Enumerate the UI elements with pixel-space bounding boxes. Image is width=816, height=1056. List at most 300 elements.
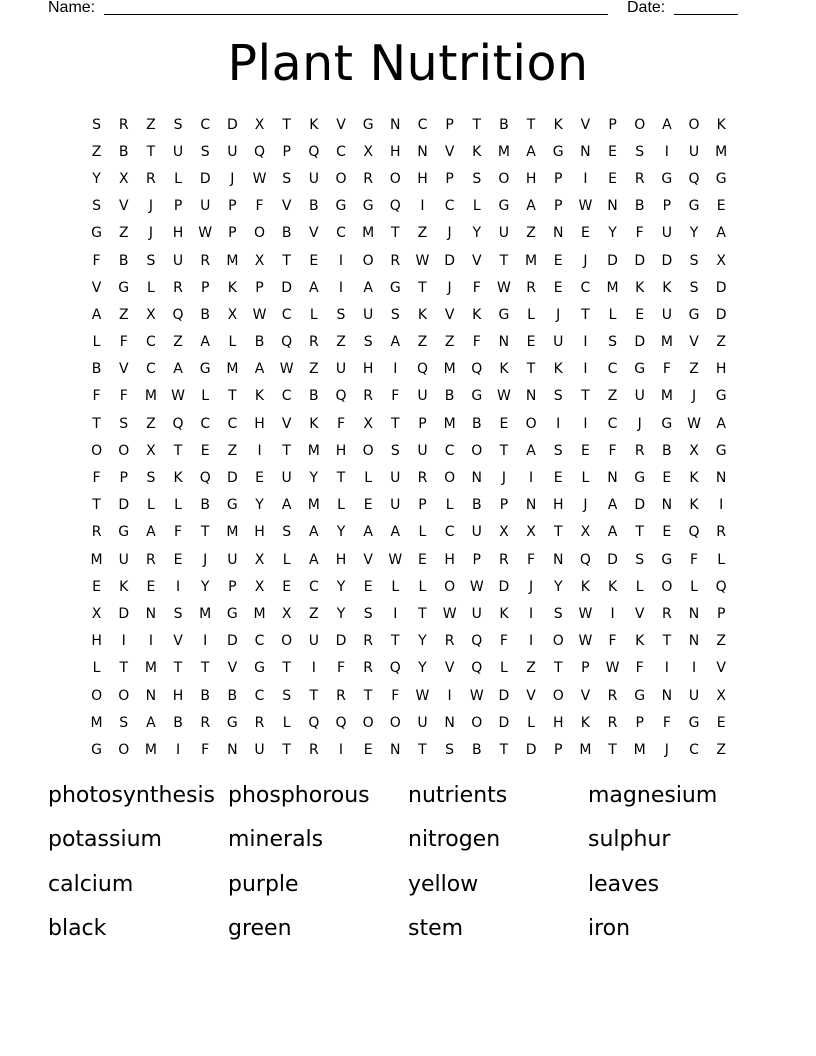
grid-letter[interactable]: M	[443, 361, 456, 378]
grid-letter[interactable]: L	[418, 578, 427, 595]
grid-letter[interactable]: I	[393, 605, 398, 622]
grid-letter[interactable]: R	[363, 660, 373, 677]
grid-letter[interactable]: T	[92, 415, 101, 432]
grid-letter[interactable]: I	[148, 633, 153, 650]
grid-letter[interactable]: N	[525, 388, 537, 405]
grid-letter[interactable]: P	[499, 497, 509, 514]
grid-letter[interactable]: O	[471, 714, 483, 731]
grid-letter[interactable]: E	[363, 578, 373, 595]
grid-letter[interactable]: H	[390, 143, 401, 160]
grid-letter[interactable]: G	[715, 442, 727, 459]
grid-letter[interactable]: N	[471, 470, 482, 487]
grid-letter[interactable]: R	[254, 714, 265, 731]
grid-letter[interactable]: T	[173, 660, 183, 677]
grid-letter[interactable]: Y	[200, 578, 210, 595]
grid-letter[interactable]: I	[529, 633, 534, 650]
grid-letter[interactable]: X	[254, 551, 265, 568]
grid-letter[interactable]: G	[634, 361, 646, 378]
grid-letter[interactable]: K	[689, 497, 699, 514]
grid-letter[interactable]: S	[608, 334, 617, 351]
grid-letter[interactable]: B	[118, 252, 129, 269]
grid-letter[interactable]: G	[118, 279, 130, 296]
grid-letter[interactable]: T	[499, 741, 509, 758]
grid-letter[interactable]: T	[581, 388, 590, 405]
grid-letter[interactable]: J	[447, 279, 452, 296]
grid-letter[interactable]: D	[607, 551, 618, 568]
grid-letter[interactable]: F	[119, 334, 128, 351]
grid-letter[interactable]: E	[309, 252, 319, 269]
grid-letter[interactable]: G	[498, 198, 510, 215]
grid-letter[interactable]: I	[664, 660, 669, 677]
grid-letter[interactable]: E	[200, 442, 210, 459]
grid-letter[interactable]: E	[92, 578, 101, 595]
grid-letter[interactable]: V	[118, 361, 129, 378]
grid-letter[interactable]: H	[172, 225, 184, 242]
grid-letter[interactable]: U	[417, 442, 428, 459]
grid-letter[interactable]: K	[472, 143, 482, 160]
grid-letter[interactable]: U	[308, 633, 319, 650]
grid-letter[interactable]: I	[121, 633, 126, 650]
grid-letter[interactable]: T	[662, 633, 672, 650]
grid-letter[interactable]: V	[281, 198, 292, 215]
grid-letter[interactable]: I	[529, 605, 534, 622]
grid-letter[interactable]: L	[174, 170, 182, 187]
grid-letter[interactable]: E	[363, 741, 373, 758]
grid-letter[interactable]: O	[335, 170, 347, 187]
grid-letter[interactable]: Y	[336, 605, 346, 622]
grid-letter[interactable]: S	[472, 170, 482, 187]
grid-letter[interactable]: S	[282, 687, 292, 704]
grid-letter[interactable]: D	[226, 470, 238, 487]
grid-letter[interactable]: G	[389, 279, 401, 296]
grid-letter[interactable]: R	[417, 470, 428, 487]
grid-letter[interactable]: X	[254, 578, 265, 595]
grid-letter[interactable]: O	[118, 741, 130, 758]
grid-letter[interactable]: L	[690, 578, 698, 595]
grid-letter[interactable]: E	[363, 497, 373, 514]
grid-letter[interactable]: M	[307, 497, 320, 514]
grid-letter[interactable]: G	[688, 306, 700, 323]
grid-letter[interactable]: D	[634, 252, 646, 269]
grid-letter[interactable]: H	[715, 361, 727, 378]
grid-letter[interactable]: O	[552, 633, 564, 650]
grid-letter[interactable]: J	[583, 252, 588, 269]
grid-letter[interactable]: E	[146, 578, 156, 595]
grid-letter[interactable]: V	[444, 306, 455, 323]
grid-letter[interactable]: E	[716, 714, 726, 731]
grid-letter[interactable]: S	[553, 442, 563, 459]
grid-letter[interactable]: P	[445, 116, 454, 133]
grid-letter[interactable]: A	[254, 361, 265, 378]
grid-letter[interactable]: L	[309, 306, 318, 323]
grid-letter[interactable]: Q	[199, 470, 211, 487]
grid-letter[interactable]: D	[498, 714, 510, 731]
grid-letter[interactable]: D	[715, 306, 727, 323]
grid-letter[interactable]: T	[309, 687, 319, 704]
grid-letter[interactable]: D	[199, 170, 211, 187]
grid-letter[interactable]: G	[661, 170, 673, 187]
grid-letter[interactable]: M	[199, 605, 212, 622]
grid-letter[interactable]: R	[118, 116, 129, 133]
grid-letter[interactable]: V	[309, 225, 319, 242]
grid-letter[interactable]: D	[498, 578, 510, 595]
grid-letter[interactable]: F	[255, 198, 264, 215]
grid-letter[interactable]: M	[660, 388, 673, 405]
grid-letter[interactable]: O	[552, 687, 564, 704]
grid-letter[interactable]: U	[118, 551, 129, 568]
grid-letter[interactable]: W	[279, 361, 294, 378]
grid-letter[interactable]: V	[580, 687, 591, 704]
grid-letter[interactable]: X	[499, 524, 509, 541]
grid-letter[interactable]: G	[471, 388, 483, 405]
grid-letter[interactable]: Y	[336, 524, 346, 541]
grid-letter[interactable]: A	[607, 524, 618, 541]
grid-letter[interactable]: J	[691, 388, 697, 405]
grid-letter[interactable]: R	[91, 524, 102, 541]
grid-letter[interactable]: U	[661, 306, 672, 323]
grid-letter[interactable]: B	[281, 225, 292, 242]
grid-letter[interactable]: T	[282, 442, 291, 459]
grid-letter[interactable]: U	[200, 198, 211, 215]
grid-letter[interactable]: V	[634, 605, 645, 622]
grid-letter[interactable]: K	[417, 306, 428, 323]
grid-letter[interactable]: J	[664, 741, 669, 758]
grid-letter[interactable]: G	[634, 470, 646, 487]
grid-letter[interactable]: Z	[716, 741, 726, 758]
grid-letter[interactable]: R	[308, 741, 319, 758]
grid-letter[interactable]: F	[174, 524, 183, 541]
grid-letter[interactable]: Z	[91, 143, 102, 160]
grid-letter[interactable]: F	[662, 361, 671, 378]
grid-letter[interactable]: T	[228, 388, 237, 405]
grid-letter[interactable]: H	[362, 361, 374, 378]
grid-letter[interactable]: V	[689, 334, 699, 351]
grid-letter[interactable]: Y	[553, 578, 563, 595]
grid-letter[interactable]: F	[92, 388, 101, 405]
grid-letter[interactable]: U	[363, 306, 374, 323]
grid-letter[interactable]: E	[553, 252, 563, 269]
grid-letter[interactable]: W	[198, 225, 213, 242]
grid-letter[interactable]: J	[529, 578, 534, 595]
grid-letter[interactable]: I	[447, 687, 452, 704]
grid-letter[interactable]: Z	[716, 633, 726, 650]
grid-letter[interactable]: U	[553, 334, 564, 351]
grid-letter[interactable]: Q	[471, 660, 483, 677]
grid-letter[interactable]: I	[338, 741, 344, 758]
date-blank-line[interactable]	[674, 14, 738, 15]
grid-letter[interactable]: Z	[526, 660, 536, 677]
grid-letter[interactable]: P	[282, 143, 291, 160]
grid-letter[interactable]: N	[145, 605, 157, 622]
grid-letter[interactable]: Y	[608, 225, 617, 242]
grid-letter[interactable]: N	[661, 497, 673, 514]
grid-letter[interactable]: H	[91, 633, 102, 650]
grid-letter[interactable]: Q	[715, 578, 727, 595]
grid-letter[interactable]: E	[608, 143, 617, 160]
grid-letter[interactable]: E	[499, 415, 509, 432]
grid-letter[interactable]: L	[527, 714, 535, 731]
grid-letter[interactable]: Q	[335, 714, 347, 731]
grid-letter[interactable]: X	[254, 116, 265, 133]
grid-letter[interactable]: I	[257, 442, 262, 459]
grid-letter[interactable]: C	[281, 388, 292, 405]
grid-letter[interactable]: U	[688, 143, 700, 160]
grid-letter[interactable]: O	[91, 442, 103, 459]
grid-letter[interactable]: S	[92, 116, 102, 133]
grid-letter[interactable]: L	[391, 578, 400, 595]
grid-letter[interactable]: T	[119, 660, 129, 677]
grid-letter[interactable]: W	[388, 551, 403, 568]
grid-letter[interactable]: N	[417, 143, 428, 160]
grid-letter[interactable]: P	[119, 470, 128, 487]
grid-letter[interactable]: A	[91, 306, 102, 323]
grid-letter[interactable]: E	[716, 198, 726, 215]
grid-letter[interactable]: Y	[92, 170, 101, 187]
grid-letter[interactable]: X	[526, 524, 536, 541]
grid-letter[interactable]: G	[226, 497, 238, 514]
grid-letter[interactable]: G	[688, 714, 700, 731]
grid-letter[interactable]: B	[634, 198, 645, 215]
grid-letter[interactable]: P	[418, 415, 427, 432]
grid-letter[interactable]: K	[635, 279, 645, 296]
grid-letter[interactable]: F	[662, 714, 671, 731]
grid-letter[interactable]: R	[336, 687, 346, 704]
grid-letter[interactable]: K	[119, 578, 129, 595]
grid-letter[interactable]: E	[255, 470, 264, 487]
grid-letter[interactable]: B	[444, 388, 455, 405]
grid-letter[interactable]: F	[336, 660, 346, 677]
grid-letter[interactable]: F	[635, 660, 644, 677]
grid-letter[interactable]: W	[252, 306, 267, 323]
grid-letter[interactable]: X	[281, 605, 292, 622]
grid-letter[interactable]: B	[200, 687, 210, 704]
grid-letter[interactable]: K	[607, 578, 618, 595]
grid-letter[interactable]: J	[148, 225, 153, 242]
grid-letter[interactable]: Q	[688, 524, 700, 541]
grid-letter[interactable]: X	[118, 170, 129, 187]
grid-letter[interactable]: J	[230, 170, 235, 187]
grid-letter[interactable]: T	[282, 741, 291, 758]
grid-letter[interactable]: C	[417, 116, 428, 133]
grid-letter[interactable]: P	[200, 279, 210, 296]
grid-letter[interactable]: U	[688, 687, 700, 704]
grid-letter[interactable]: G	[661, 415, 673, 432]
grid-letter[interactable]: L	[92, 334, 101, 351]
grid-letter[interactable]: S	[200, 143, 210, 160]
grid-letter[interactable]: P	[228, 225, 237, 242]
grid-letter[interactable]: B	[227, 687, 238, 704]
grid-letter[interactable]: V	[580, 116, 591, 133]
grid-letter[interactable]: N	[145, 687, 157, 704]
grid-letter[interactable]: E	[282, 578, 292, 595]
grid-letter[interactable]: N	[552, 551, 564, 568]
grid-letter[interactable]: K	[309, 415, 319, 432]
grid-letter[interactable]: Y	[472, 225, 482, 242]
grid-letter[interactable]: S	[390, 442, 400, 459]
grid-letter[interactable]: F	[499, 633, 508, 650]
grid-letter[interactable]: P	[255, 279, 264, 296]
grid-letter[interactable]: T	[499, 442, 509, 459]
grid-letter[interactable]: N	[607, 198, 618, 215]
grid-letter[interactable]: R	[200, 252, 211, 269]
grid-letter[interactable]: X	[689, 442, 699, 459]
grid-letter[interactable]: M	[525, 252, 538, 269]
grid-letter[interactable]: O	[362, 252, 374, 269]
grid-letter[interactable]: P	[608, 116, 617, 133]
grid-letter[interactable]: D	[118, 605, 130, 622]
grid-letter[interactable]: A	[716, 415, 726, 432]
grid-letter[interactable]: L	[146, 497, 155, 514]
grid-letter[interactable]: O	[389, 170, 401, 187]
grid-letter[interactable]: H	[552, 497, 564, 514]
grid-letter[interactable]: T	[418, 741, 427, 758]
grid-letter[interactable]: O	[634, 116, 646, 133]
grid-letter[interactable]: T	[418, 605, 427, 622]
grid-letter[interactable]: M	[144, 660, 157, 677]
grid-letter[interactable]: S	[282, 524, 292, 541]
grid-letter[interactable]: P	[418, 497, 427, 514]
grid-letter[interactable]: B	[118, 143, 129, 160]
grid-letter[interactable]: E	[553, 470, 563, 487]
grid-letter[interactable]: Q	[389, 198, 401, 215]
grid-letter[interactable]: U	[471, 524, 482, 541]
grid-letter[interactable]: C	[146, 334, 156, 351]
grid-letter[interactable]: M	[497, 143, 510, 160]
grid-letter[interactable]: L	[445, 497, 454, 514]
grid-letter[interactable]: N	[580, 143, 591, 160]
grid-letter[interactable]: U	[254, 741, 265, 758]
grid-letter[interactable]: K	[553, 116, 563, 133]
grid-letter[interactable]: I	[583, 334, 588, 351]
grid-letter[interactable]: G	[688, 198, 700, 215]
grid-letter[interactable]: F	[92, 252, 101, 269]
grid-letter[interactable]: A	[363, 279, 373, 296]
grid-letter[interactable]: E	[662, 524, 672, 541]
grid-letter[interactable]: R	[716, 524, 727, 541]
grid-letter[interactable]: I	[583, 170, 588, 187]
grid-letter[interactable]: T	[391, 225, 400, 242]
grid-letter[interactable]: L	[92, 660, 101, 677]
grid-letter[interactable]: I	[664, 143, 669, 160]
grid-letter[interactable]: E	[580, 442, 590, 459]
grid-letter[interactable]: L	[174, 497, 182, 514]
grid-letter[interactable]: Z	[146, 415, 156, 432]
grid-letter[interactable]: Z	[227, 442, 238, 459]
grid-letter[interactable]: R	[661, 605, 672, 622]
grid-letter[interactable]: H	[335, 551, 347, 568]
grid-letter[interactable]: N	[498, 334, 510, 351]
grid-letter[interactable]: E	[580, 225, 590, 242]
grid-letter[interactable]: T	[200, 524, 210, 541]
grid-letter[interactable]: X	[716, 687, 726, 704]
grid-letter[interactable]: A	[309, 524, 319, 541]
grid-letter[interactable]: M	[579, 741, 592, 758]
grid-letter[interactable]: O	[118, 442, 130, 459]
grid-letter[interactable]: T	[363, 687, 373, 704]
grid-letter[interactable]: H	[335, 442, 347, 459]
grid-letter[interactable]: I	[529, 470, 534, 487]
grid-letter[interactable]: R	[444, 633, 455, 650]
grid-letter[interactable]: D	[525, 741, 537, 758]
grid-letter[interactable]: Q	[416, 361, 428, 378]
grid-letter[interactable]: N	[390, 741, 401, 758]
grid-letter[interactable]: C	[607, 415, 618, 432]
grid-letter[interactable]: I	[393, 361, 398, 378]
grid-letter[interactable]: E	[662, 470, 672, 487]
grid-letter[interactable]: O	[688, 116, 700, 133]
grid-letter[interactable]: G	[91, 741, 102, 758]
grid-letter[interactable]: U	[390, 497, 401, 514]
grid-letter[interactable]: G	[335, 198, 347, 215]
grid-letter[interactable]: U	[471, 605, 482, 622]
grid-letter[interactable]: N	[661, 687, 673, 704]
grid-letter[interactable]: O	[118, 687, 130, 704]
grid-letter[interactable]: T	[526, 361, 536, 378]
grid-letter[interactable]: L	[472, 198, 481, 215]
grid-letter[interactable]: S	[390, 306, 400, 323]
grid-letter[interactable]: U	[661, 225, 672, 242]
grid-letter[interactable]: L	[500, 660, 508, 677]
grid-letter[interactable]: K	[472, 306, 482, 323]
grid-letter[interactable]: A	[309, 551, 319, 568]
grid-letter[interactable]: R	[308, 334, 319, 351]
grid-letter[interactable]: Y	[418, 633, 427, 650]
grid-letter[interactable]: C	[444, 442, 455, 459]
grid-letter[interactable]: Q	[579, 551, 591, 568]
grid-letter[interactable]: T	[581, 306, 590, 323]
grid-letter[interactable]: P	[472, 551, 481, 568]
grid-letter[interactable]: R	[363, 170, 373, 187]
grid-letter[interactable]: L	[282, 714, 291, 731]
grid-letter[interactable]: P	[716, 605, 726, 622]
grid-letter[interactable]: A	[390, 524, 401, 541]
grid-letter[interactable]: G	[118, 524, 130, 541]
grid-letter[interactable]: E	[635, 306, 645, 323]
grid-letter[interactable]: G	[661, 551, 673, 568]
grid-letter[interactable]: N	[688, 633, 700, 650]
grid-letter[interactable]: G	[498, 306, 510, 323]
grid-letter[interactable]: K	[499, 361, 509, 378]
grid-letter[interactable]: I	[203, 633, 208, 650]
grid-letter[interactable]: Z	[309, 361, 319, 378]
grid-letter[interactable]: A	[526, 442, 536, 459]
grid-letter[interactable]: B	[173, 714, 183, 731]
grid-letter[interactable]: F	[92, 470, 101, 487]
grid-letter[interactable]: S	[146, 252, 156, 269]
grid-letter[interactable]: P	[445, 170, 454, 187]
grid-letter[interactable]: R	[200, 714, 211, 731]
grid-letter[interactable]: W	[578, 198, 593, 215]
grid-letter[interactable]: W	[605, 660, 620, 677]
grid-letter[interactable]: O	[362, 442, 374, 459]
grid-letter[interactable]: M	[144, 388, 157, 405]
grid-letter[interactable]: B	[200, 497, 210, 514]
grid-letter[interactable]: U	[172, 252, 184, 269]
grid-letter[interactable]: Q	[471, 361, 483, 378]
grid-letter[interactable]: T	[553, 524, 563, 541]
grid-letter[interactable]: C	[444, 524, 455, 541]
grid-letter[interactable]: M	[443, 415, 456, 432]
grid-letter[interactable]: D	[281, 279, 293, 296]
grid-letter[interactable]: S	[173, 116, 183, 133]
grid-letter[interactable]: I	[556, 415, 561, 432]
grid-letter[interactable]: O	[362, 714, 374, 731]
grid-letter[interactable]: T	[418, 279, 427, 296]
grid-letter[interactable]: A	[526, 198, 536, 215]
grid-letter[interactable]: X	[716, 252, 726, 269]
grid-letter[interactable]: U	[634, 388, 645, 405]
grid-letter[interactable]: M	[226, 524, 239, 541]
